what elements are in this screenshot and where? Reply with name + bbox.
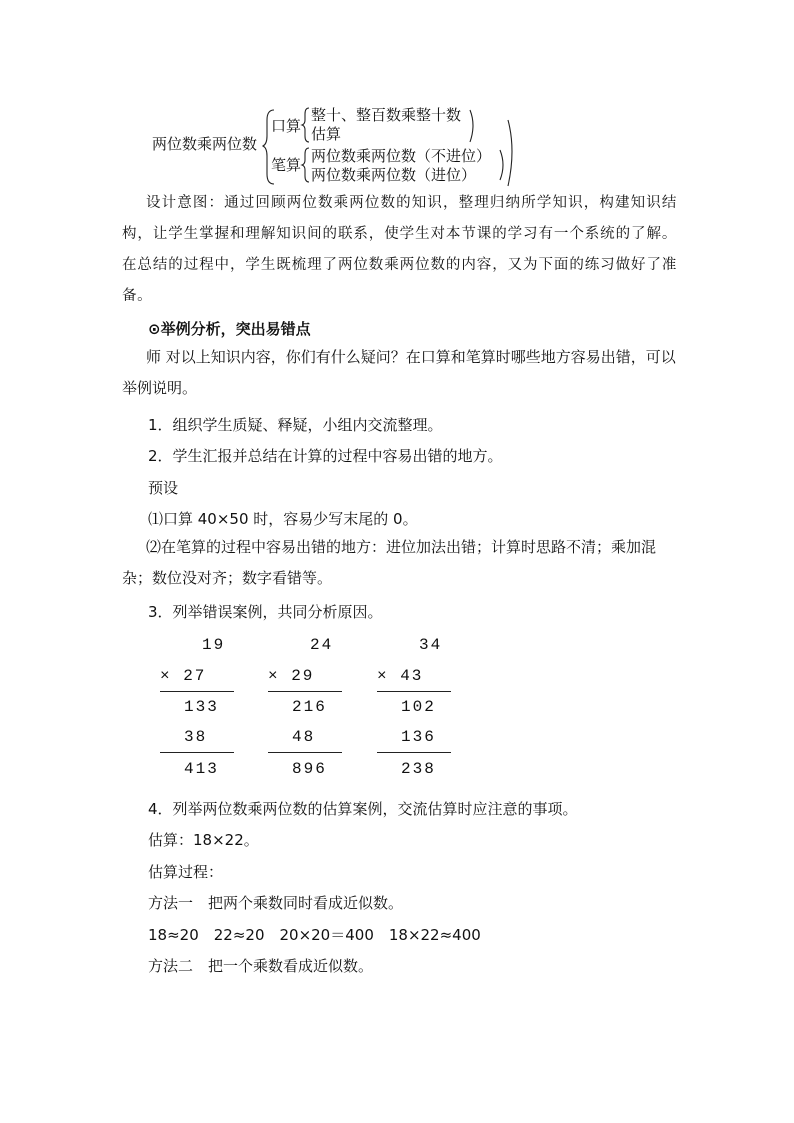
step-3: 3．列举错误案例，共同分析原因。 xyxy=(148,603,383,621)
design-intent-paragraph: 设计意图：通过回顾两位数乘两位数的知识，整理归纳所学知识，构建知识结构，让学生掌握和理解知识间的联系，使学生对本节课的学习有一个系统的了解。在总结的过程中，学生既梳理了两位数乘两位数的内容，又为下面的练习做好了准备。 xyxy=(122,195,677,304)
tree-written-item: 两位数乘两位数（不进位） xyxy=(311,147,492,165)
method-1-calculation: 18≈20 22≈20 20×20＝400 18×22≈400 xyxy=(148,926,481,944)
rule-line xyxy=(377,752,451,753)
product-result: 238 xyxy=(401,760,436,778)
multiplier xyxy=(160,667,206,685)
tree-oral-item: 估算 xyxy=(311,125,342,143)
section-heading: ⊙举例分析，突出易错点 xyxy=(148,320,311,338)
tree-root-label: 两位数乘两位数 xyxy=(152,135,258,153)
multiplicand: 24 xyxy=(310,636,334,654)
tree-written-item: 两位数乘两位数（进位） xyxy=(311,166,477,184)
estimate-process-label: 估算过程： xyxy=(148,863,224,881)
multiplier xyxy=(377,667,423,685)
multiplicand: 34 xyxy=(419,636,443,654)
multiplicand: 19 xyxy=(202,636,226,654)
tree-oral-item: 整十、整百数乘整十数 xyxy=(311,106,462,124)
product-result: 896 xyxy=(292,760,327,778)
partial-product-1: 133 xyxy=(184,698,219,716)
partial-product-2: 48 xyxy=(292,728,316,746)
rule-line xyxy=(160,691,234,692)
step-2: 2．学生汇报并总结在计算的过程中容易出错的地方。 xyxy=(148,447,503,465)
rule-line xyxy=(268,752,342,753)
preset-2: ⑵在笔算的过程中容易出错的地方：进位加法出错；计算时思路不清；乘加混杂；数位没对齐；数字看错等。 xyxy=(122,538,657,587)
teacher-prompt: 师 对以上知识内容，你们有什么疑问？在口算和笔算时哪些地方容易出错，可以举例说明。 xyxy=(122,348,676,397)
tree-written-label: 笔算 xyxy=(271,156,302,174)
method-1: 方法一 把两个乘数同时看成近似数。 xyxy=(148,894,404,912)
multiplier-value: × 27 xyxy=(160,667,207,685)
rule-line xyxy=(160,752,234,753)
partial-product-1: 216 xyxy=(292,698,327,716)
method-2: 方法二 把一个乘数看成近似数。 xyxy=(148,957,374,975)
rule-line xyxy=(268,691,342,692)
multiplier-value: × 29 xyxy=(268,667,315,685)
partial-product-1: 102 xyxy=(401,698,436,716)
step-4: 4．列举两位数乘两位数的估算案例，交流估算时应注意的事项。 xyxy=(148,800,578,818)
preset-label: 预设 xyxy=(148,479,179,497)
multiplier-value: × 43 xyxy=(377,667,424,685)
partial-product-2: 38 xyxy=(184,728,208,746)
multiplier xyxy=(268,667,314,685)
preset-1: ⑴口算 40×50 时，容易少写末尾的 0。 xyxy=(148,510,418,528)
rule-line xyxy=(377,691,451,692)
partial-product-2: 136 xyxy=(401,728,436,746)
step-1: 1．组织学生质疑、释疑，小组内交流整理。 xyxy=(148,416,443,434)
estimate-problem: 估算：18×22。 xyxy=(148,831,259,849)
product-result: 413 xyxy=(184,760,219,778)
tree-oral-label: 口算 xyxy=(271,117,302,135)
